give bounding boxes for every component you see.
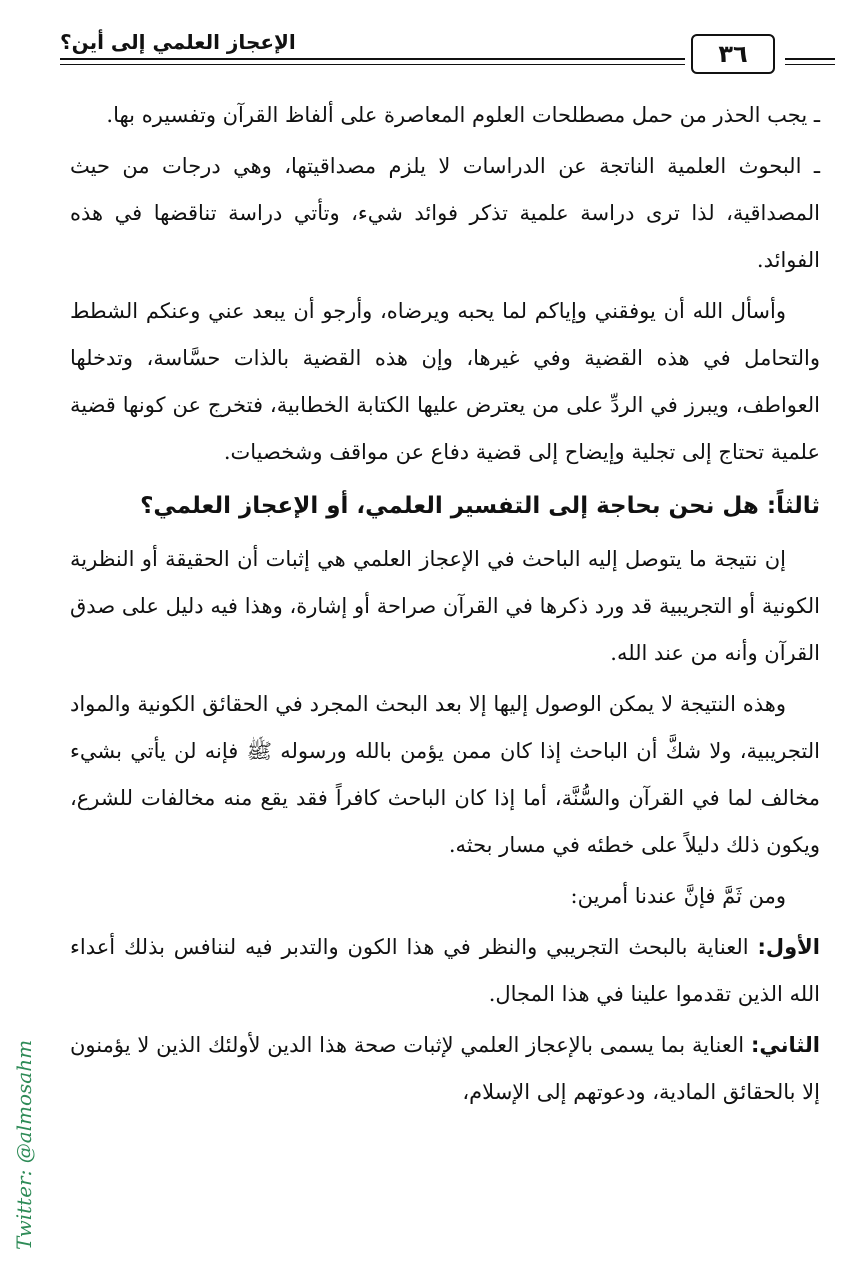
page-number: ٣٦	[691, 34, 775, 74]
running-title: الإعجاز العلمي إلى أين؟	[60, 30, 296, 54]
first-item-text: العناية بالبحث التجريبي والنظر في هذا الكون والتدبر فيه لننافس بذلك أعداء الله الذين تقدموا علينا في هذا المجال.	[70, 935, 820, 1006]
watermark	[8, 1000, 38, 1260]
paragraph-1: ـ يجب الحذر من حمل مصطلحات العلوم المعاصرة على ألفاظ القرآن وتفسيره بها.	[106, 103, 820, 127]
header-rule-right	[785, 58, 835, 60]
paragraph-8	[70, 1022, 820, 1116]
second-item-label: الثاني:	[750, 1033, 821, 1057]
first-item-label: الأول:	[757, 935, 820, 959]
paragraph-4: إن نتيجة ما يتوصل إليه الباحث في الإعجاز العلمي هي إثبات أن الحقيقة أو النظرية الكونية أو التجريبية قد ورد ذكرها في القرآن صراحة أو إشارة، وهذا فيه دليل على صدق القرآن وأنه من عند الله.	[70, 547, 821, 665]
header-rule	[60, 58, 685, 60]
page-body	[70, 92, 820, 1120]
watermark-text: Twitter: @almosahm	[12, 1039, 36, 1250]
header-rule-thin	[60, 64, 685, 65]
paragraph-6: ومن ثَمَّ فإنَّ عندنا أمرين:	[570, 884, 786, 908]
paragraph-2: ـ البحوث العلمية الناتجة عن الدراسات لا يلزم مصداقيتها، وهي درجات من حيث المصداقية، لذا ترى دراسة علمية تذكر فوائد شيء، وتأتي دراسة تناقضها في هذه الفوائد.	[70, 154, 820, 272]
paragraph-3: وأسأل الله أن يوفقني وإياكم لما يحبه ويرضاه، وأرجو أن يبعد عني وعنكم الشطط والتحامل في هذه القضية وفي غيرها، وإن هذه القضية بالذات حسَّاسة، وتدخلها العواطف، ويبرز في الردِّ على من يعترض عليها الكتابة الخطابية، فتخرج عن كونها قضية علمية تحتاج إلى تجلية وإيضاح إلى قضية دفاع عن مواقف وشخصيات.	[70, 299, 820, 464]
section-heading: ثالثاً: هل نحن بحاجة إلى التفسير العلمي، أو الإعجاز العلمي؟	[140, 493, 820, 519]
page-header	[30, 24, 835, 74]
paragraph-5: وهذه النتيجة لا يمكن الوصول إليها إلا بعد البحث المجرد في الحقائق الكونية والمواد التجريبية، ولا شكَّ أن الباحث إذا كان ممن يؤمن بالله ورسوله ﷺ فإنه لن يأتي بشيء مخالف لما في القرآن والسُّنَّة، أما إذا كان الباحث كافراً فقد يقع منه مخالفات للشرع، ويكون ذلك دليلاً على خطئه في مسار بحثه.	[70, 692, 820, 857]
second-item-text: العناية بما يسمى بالإعجاز العلمي لإثبات صحة هذا الدين لأولئك الذين لا يؤمنون إلا بالحقائق المادية، ودعوتهم إلى الإسلام،	[70, 1033, 820, 1104]
header-rule-right-thin	[785, 64, 835, 65]
paragraph-7	[70, 924, 820, 1018]
